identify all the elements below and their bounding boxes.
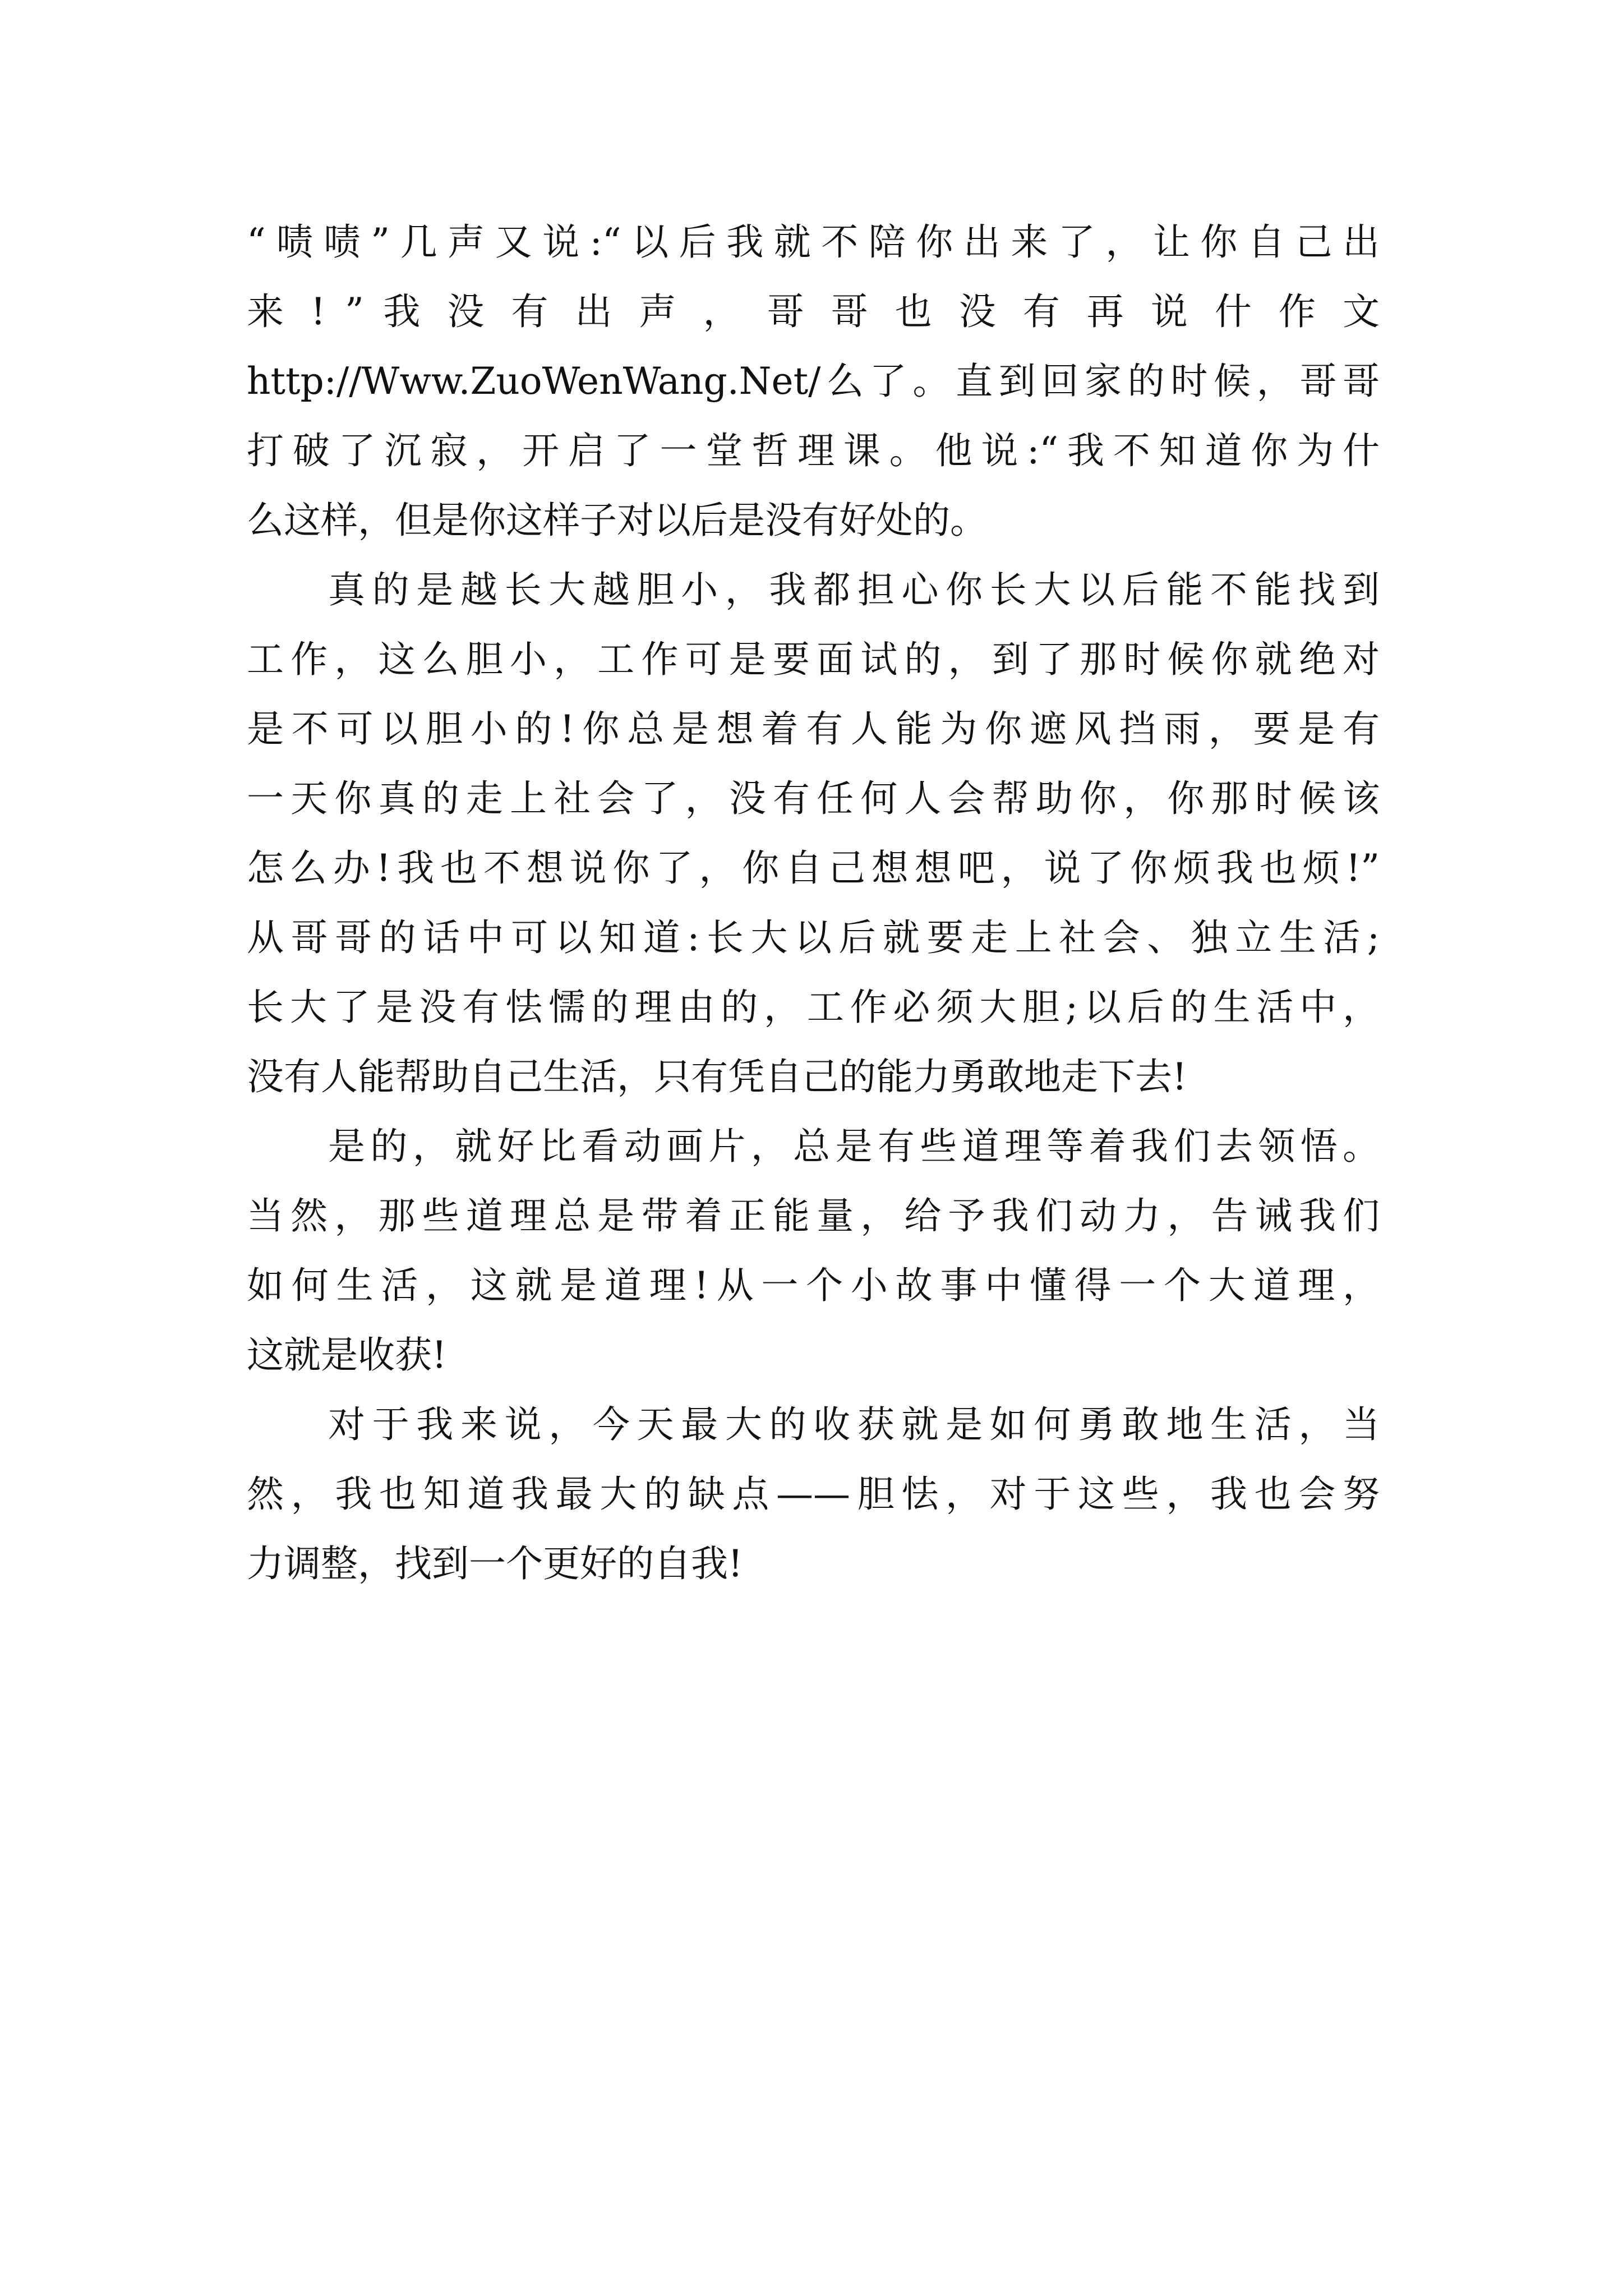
text-line: 打破了沉寂，开启了一堂哲理课。他说:“我不知道你为什 <box>247 429 1380 472</box>
text-line: 对于我来说，今天最大的收获就是如何勇敢地生活，当 <box>328 1403 1380 1446</box>
text-line: “啧啧”几声又说:“以后我就不陪你出来了，让你自己出 <box>247 220 1380 264</box>
text-line: 力调整，找到一个更好的自我! <box>247 1542 743 1585</box>
text-line: 从哥哥的话中可以知道:长大以后就要走上社会、独立生活; <box>247 916 1380 959</box>
text-line: http://Www.ZuoWenWang.Net/么了。直到回家的时候，哥哥 <box>247 360 1380 403</box>
text-line: 当然，那些道理总是带着正能量，给予我们动力，告诫我们 <box>247 1194 1380 1237</box>
text-line: 是不可以胆小的!你总是想着有人能为你遮风挡雨，要是有 <box>247 707 1380 751</box>
text-line: 一天你真的走上社会了，没有任何人会帮助你，你那时候该 <box>247 777 1380 820</box>
text-line: 来 ! ” 我 没 有 出 声 ， 哥 哥 也 没 有 再 说 什 作 文 <box>247 290 1380 333</box>
text-line: 是的，就好比看动画片，总是有些道理等着我们去领悟。 <box>328 1125 1380 1168</box>
text-line: 真的是越长大越胆小，我都担心你长大以后能不能找到 <box>328 568 1380 611</box>
text-line: 工作，这么胆小，工作可是要面试的，到了那时候你就绝对 <box>247 638 1380 681</box>
text-line: 没有人能帮助自己生活，只有凭自己的能力勇敢地走下去! <box>247 1055 1187 1098</box>
text-line: 么这样，但是你这样子对以后是没有好处的。 <box>247 499 987 542</box>
text-line: 长大了是没有怯懦的理由的，工作必须大胆;以后的生活中， <box>247 986 1380 1029</box>
text-line: 怎么办!我也不想说你了，你自己想想吧，说了你烦我也烦!” <box>247 846 1380 890</box>
body-text <box>247 208 1380 1599</box>
text-line: 然，我也知道我最大的缺点——胆怯，对于这些，我也会努 <box>247 1473 1380 1516</box>
text-line: 这就是收获! <box>247 1333 447 1377</box>
text-line: 如何生活，这就是道理!从一个小故事中懂得一个大道理， <box>247 1264 1380 1307</box>
